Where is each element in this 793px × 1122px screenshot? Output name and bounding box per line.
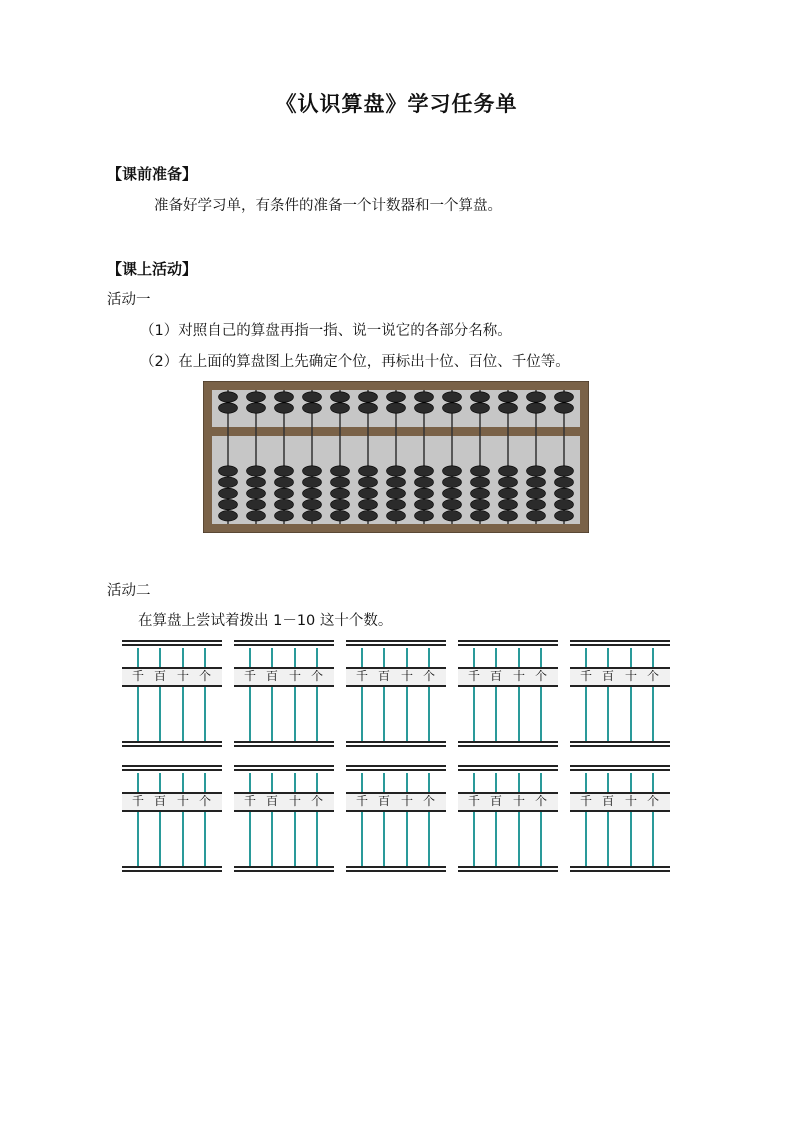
practice-rod [406, 812, 408, 868]
practice-rod [271, 648, 273, 668]
practice-rod [518, 648, 520, 668]
frame-line [234, 866, 334, 868]
abacus-upper-bead [275, 392, 294, 402]
frame-line [458, 644, 558, 646]
frame-line [346, 765, 446, 767]
practice-rod [630, 648, 632, 668]
practice-rod [361, 648, 363, 668]
place-label: 十 [512, 669, 525, 683]
abacus-lower-bead [443, 488, 462, 498]
abacus-lower-bead [555, 488, 574, 498]
abacus-lower-bead [387, 511, 406, 521]
practice-rod [204, 687, 206, 743]
place-label: 十 [176, 794, 189, 808]
abacus-upper-bead [555, 403, 574, 413]
place-label: 千 [243, 669, 256, 683]
abacus-upper-bead [499, 392, 518, 402]
place-label: 个 [534, 669, 547, 683]
frame-line [122, 866, 222, 868]
practice-rod [249, 648, 251, 668]
practice-abacus [122, 640, 222, 748]
practice-rod [428, 648, 430, 668]
abacus-upper-bead [499, 403, 518, 413]
practice-abacus [458, 640, 558, 748]
practice-rod [271, 773, 273, 793]
practice-rod [630, 812, 632, 868]
practice-rod [182, 812, 184, 868]
practice-rod [204, 812, 206, 868]
place-label: 百 [377, 669, 390, 683]
place-label: 十 [176, 669, 189, 683]
activity2-instruction: 在算盘上尝试着拨出 1－10 这十个数。 [138, 613, 393, 629]
pre-class-heading: 【课前准备】 [107, 165, 198, 183]
place-label: 百 [265, 794, 278, 808]
practice-rod [495, 812, 497, 868]
practice-rod [428, 773, 430, 793]
practice-rod [182, 773, 184, 793]
abacus-lower-bead [303, 477, 322, 487]
place-label: 千 [243, 794, 256, 808]
place-label: 十 [624, 794, 637, 808]
frame-line [346, 866, 446, 868]
practice-rod [652, 687, 654, 743]
practice-rod [361, 812, 363, 868]
practice-rod [607, 687, 609, 743]
practice-rod [383, 648, 385, 668]
frame-line [122, 810, 222, 812]
abacus-lower-bead [499, 511, 518, 521]
abacus-lower-bead [359, 488, 378, 498]
place-label: 个 [422, 669, 435, 683]
place-label: 十 [288, 669, 301, 683]
abacus-lower-bead [499, 477, 518, 487]
abacus-lower-bead [219, 488, 238, 498]
abacus-lower-bead [471, 477, 490, 487]
frame-line [234, 644, 334, 646]
frame-line [570, 685, 670, 687]
place-label: 个 [646, 669, 659, 683]
activity1-item-2: （2）在上面的算盘图上先确定个位，再标出十位、百位、千位等。 [140, 354, 570, 370]
place-label: 百 [153, 794, 166, 808]
pre-class-text: 准备好学习单，有条件的准备一个计数器和一个算盘。 [154, 198, 502, 214]
practice-rod [249, 773, 251, 793]
place-label: 百 [601, 794, 614, 808]
practice-rod [361, 687, 363, 743]
abacus-lower-bead [471, 511, 490, 521]
abacus-lower-bead [415, 477, 434, 487]
place-label: 千 [131, 794, 144, 808]
abacus-lower-bead [331, 477, 350, 487]
abacus-lower-bead [331, 466, 350, 476]
practice-rod [316, 773, 318, 793]
practice-rod [137, 687, 139, 743]
practice-rod [518, 812, 520, 868]
abacus-lower-bead [247, 488, 266, 498]
frame-line [122, 745, 222, 747]
frame-line [458, 810, 558, 812]
abacus-lower-bead [275, 499, 294, 509]
practice-rod [585, 773, 587, 793]
abacus-lower-bead [415, 488, 434, 498]
abacus-lower-bead [303, 499, 322, 509]
abacus-illustration [203, 381, 589, 533]
abacus-upper-bead [443, 403, 462, 413]
place-label: 百 [489, 669, 502, 683]
abacus-lower-bead [527, 477, 546, 487]
practice-abacus [570, 765, 670, 873]
abacus-lower-bead [555, 499, 574, 509]
abacus-upper-bead [415, 392, 434, 402]
abacus-lower-bead [387, 488, 406, 498]
place-label: 十 [400, 794, 413, 808]
practice-rod [383, 687, 385, 743]
place-label: 千 [131, 669, 144, 683]
abacus-lower-bead [331, 499, 350, 509]
practice-rod [204, 773, 206, 793]
abacus-upper-bead [247, 392, 266, 402]
place-label: 个 [198, 794, 211, 808]
abacus-lower-bead [247, 499, 266, 509]
frame-line [234, 741, 334, 743]
abacus-lower-bead [359, 499, 378, 509]
abacus-lower-bead [555, 477, 574, 487]
abacus-upper-bead [471, 392, 490, 402]
frame-line [234, 810, 334, 812]
practice-rod [361, 773, 363, 793]
practice-rod [540, 812, 542, 868]
abacus-upper-bead [359, 392, 378, 402]
abacus-lower-bead [331, 511, 350, 521]
abacus-lower-bead [443, 466, 462, 476]
abacus-lower-bead [275, 477, 294, 487]
practice-abacus [234, 640, 334, 748]
practice-rod [249, 812, 251, 868]
practice-rod [406, 687, 408, 743]
place-label: 个 [198, 669, 211, 683]
activity1-label: 活动一 [107, 292, 151, 308]
abacus-lower-bead [499, 488, 518, 498]
abacus-lower-bead [471, 488, 490, 498]
frame-line [346, 640, 446, 642]
practice-rod [294, 812, 296, 868]
frame-line [458, 870, 558, 872]
abacus-upper-bead [387, 392, 406, 402]
abacus-lower-bead [415, 466, 434, 476]
abacus-lower-bead [247, 511, 266, 521]
activity1-item-1: （1）对照自己的算盘再指一指、说一说它的各部分名称。 [140, 323, 512, 339]
frame-line [346, 769, 446, 771]
abacus-upper-bead [303, 403, 322, 413]
place-label: 个 [310, 794, 323, 808]
practice-abacus [570, 640, 670, 748]
place-label: 千 [467, 794, 480, 808]
place-label: 千 [355, 794, 368, 808]
frame-line [234, 685, 334, 687]
abacus-lower-bead [499, 499, 518, 509]
practice-rod [383, 812, 385, 868]
abacus-lower-bead [387, 466, 406, 476]
practice-rod [316, 648, 318, 668]
frame-line [234, 870, 334, 872]
practice-rod [495, 687, 497, 743]
frame-line [570, 810, 670, 812]
frame-line [346, 810, 446, 812]
practice-rod [182, 648, 184, 668]
abacus-lower-bead [247, 466, 266, 476]
frame-line [122, 640, 222, 642]
practice-rod [652, 773, 654, 793]
abacus-upper-bead [527, 392, 546, 402]
abacus-lower-bead [527, 511, 546, 521]
place-label: 个 [422, 794, 435, 808]
place-label: 个 [310, 669, 323, 683]
abacus-lower-bead [527, 499, 546, 509]
frame-line [570, 745, 670, 747]
practice-abacus [122, 765, 222, 873]
abacus-lower-bead [443, 499, 462, 509]
frame-line [346, 685, 446, 687]
abacus-lower-bead [387, 477, 406, 487]
practice-rod [540, 773, 542, 793]
abacus-lower-bead [527, 488, 546, 498]
place-label: 百 [153, 669, 166, 683]
practice-rod [652, 648, 654, 668]
place-label: 百 [489, 794, 502, 808]
in-class-heading: 【课上活动】 [107, 260, 198, 278]
activity2-label: 活动二 [107, 583, 151, 599]
frame-line [458, 640, 558, 642]
practice-rod [473, 687, 475, 743]
abacus-lower-bead [275, 488, 294, 498]
abacus-lower-bead [499, 466, 518, 476]
practice-rod [518, 773, 520, 793]
abacus-lower-bead [303, 488, 322, 498]
practice-rod [473, 812, 475, 868]
frame-line [458, 769, 558, 771]
frame-line [346, 870, 446, 872]
abacus-lower-bead [415, 511, 434, 521]
practice-rod [383, 773, 385, 793]
practice-rod [159, 812, 161, 868]
frame-line [570, 640, 670, 642]
abacus-lower-bead [555, 511, 574, 521]
frame-line [234, 745, 334, 747]
abacus-upper-bead [219, 392, 238, 402]
practice-rod [271, 687, 273, 743]
page-title: 《认识算盘》学习任务单 [275, 92, 518, 116]
frame-line [570, 644, 670, 646]
frame-line [458, 741, 558, 743]
practice-rod [294, 773, 296, 793]
practice-rod [271, 812, 273, 868]
practice-rod [294, 687, 296, 743]
practice-abacus [346, 640, 446, 748]
frame-line [570, 870, 670, 872]
place-label: 个 [534, 794, 547, 808]
abacus-lower-bead [219, 499, 238, 509]
abacus-upper-bead [359, 403, 378, 413]
abacus-upper-bead [443, 392, 462, 402]
practice-rod [473, 773, 475, 793]
practice-rod [630, 773, 632, 793]
frame-line [570, 765, 670, 767]
practice-rod [316, 687, 318, 743]
place-label: 个 [646, 794, 659, 808]
frame-line [346, 745, 446, 747]
practice-rod [316, 812, 318, 868]
practice-rod [473, 648, 475, 668]
frame-line [122, 765, 222, 767]
practice-abacus [458, 765, 558, 873]
practice-rod [182, 687, 184, 743]
abacus-lower-bead [359, 511, 378, 521]
abacus-upper-bead [527, 403, 546, 413]
frame-line [458, 685, 558, 687]
abacus-lower-bead [527, 466, 546, 476]
practice-abacus [346, 765, 446, 873]
practice-rod [607, 773, 609, 793]
practice-rod [652, 812, 654, 868]
practice-rod [428, 687, 430, 743]
frame-line [122, 644, 222, 646]
abacus-lower-bead [331, 488, 350, 498]
practice-rod [159, 648, 161, 668]
frame-line [234, 640, 334, 642]
practice-abacus [234, 765, 334, 873]
practice-rod [495, 648, 497, 668]
practice-rod [159, 687, 161, 743]
practice-rod [495, 773, 497, 793]
abacus-lower-bead [303, 511, 322, 521]
frame-line [570, 866, 670, 868]
practice-rod [607, 648, 609, 668]
abacus-upper-bead [331, 392, 350, 402]
abacus-lower-bead [275, 466, 294, 476]
abacus-lower-bead [443, 477, 462, 487]
practice-rod [406, 773, 408, 793]
place-label: 百 [377, 794, 390, 808]
abacus-lower-bead [471, 499, 490, 509]
place-label: 十 [288, 794, 301, 808]
place-label: 千 [467, 669, 480, 683]
frame-line [346, 741, 446, 743]
place-label: 十 [512, 794, 525, 808]
practice-rod [294, 648, 296, 668]
abacus-lower-bead [359, 477, 378, 487]
abacus-lower-bead [387, 499, 406, 509]
practice-rod [585, 687, 587, 743]
practice-rod [204, 648, 206, 668]
abacus-upper-bead [331, 403, 350, 413]
place-label: 百 [265, 669, 278, 683]
practice-rod [540, 648, 542, 668]
abacus-lower-bead [415, 499, 434, 509]
abacus-lower-bead [471, 466, 490, 476]
practice-rod [630, 687, 632, 743]
frame-line [122, 741, 222, 743]
abacus-lower-bead [443, 511, 462, 521]
place-label: 十 [624, 669, 637, 683]
abacus-upper-bead [247, 403, 266, 413]
abacus-lower-bead [219, 511, 238, 521]
frame-line [122, 685, 222, 687]
practice-rod [406, 648, 408, 668]
abacus-lower-bead [359, 466, 378, 476]
place-label: 千 [579, 669, 592, 683]
abacus-upper-bead [275, 403, 294, 413]
practice-rod [137, 648, 139, 668]
frame-line [234, 765, 334, 767]
practice-rod [159, 773, 161, 793]
frame-line [346, 644, 446, 646]
practice-rod [137, 773, 139, 793]
frame-line [234, 769, 334, 771]
practice-rod [540, 687, 542, 743]
abacus-lower-bead [555, 466, 574, 476]
abacus-upper-bead [219, 403, 238, 413]
abacus-upper-bead [303, 392, 322, 402]
practice-rod [137, 812, 139, 868]
abacus-lower-bead [275, 511, 294, 521]
practice-rod [518, 687, 520, 743]
abacus-lower-bead [219, 477, 238, 487]
place-label: 千 [355, 669, 368, 683]
practice-rod [428, 812, 430, 868]
frame-line [458, 765, 558, 767]
abacus-lower-bead [219, 466, 238, 476]
abacus-upper-bead [471, 403, 490, 413]
place-label: 千 [579, 794, 592, 808]
abacus-upper-bead [555, 392, 574, 402]
abacus-lower-bead [247, 477, 266, 487]
frame-line [570, 769, 670, 771]
practice-rod [607, 812, 609, 868]
abacus-upper-bead [387, 403, 406, 413]
frame-line [458, 745, 558, 747]
place-label: 百 [601, 669, 614, 683]
practice-rod [585, 812, 587, 868]
frame-line [122, 769, 222, 771]
frame-line [458, 866, 558, 868]
frame-line [570, 741, 670, 743]
place-label: 十 [400, 669, 413, 683]
frame-line [122, 870, 222, 872]
abacus-lower-bead [303, 466, 322, 476]
practice-rod [249, 687, 251, 743]
practice-rod [585, 648, 587, 668]
abacus-upper-bead [415, 403, 434, 413]
